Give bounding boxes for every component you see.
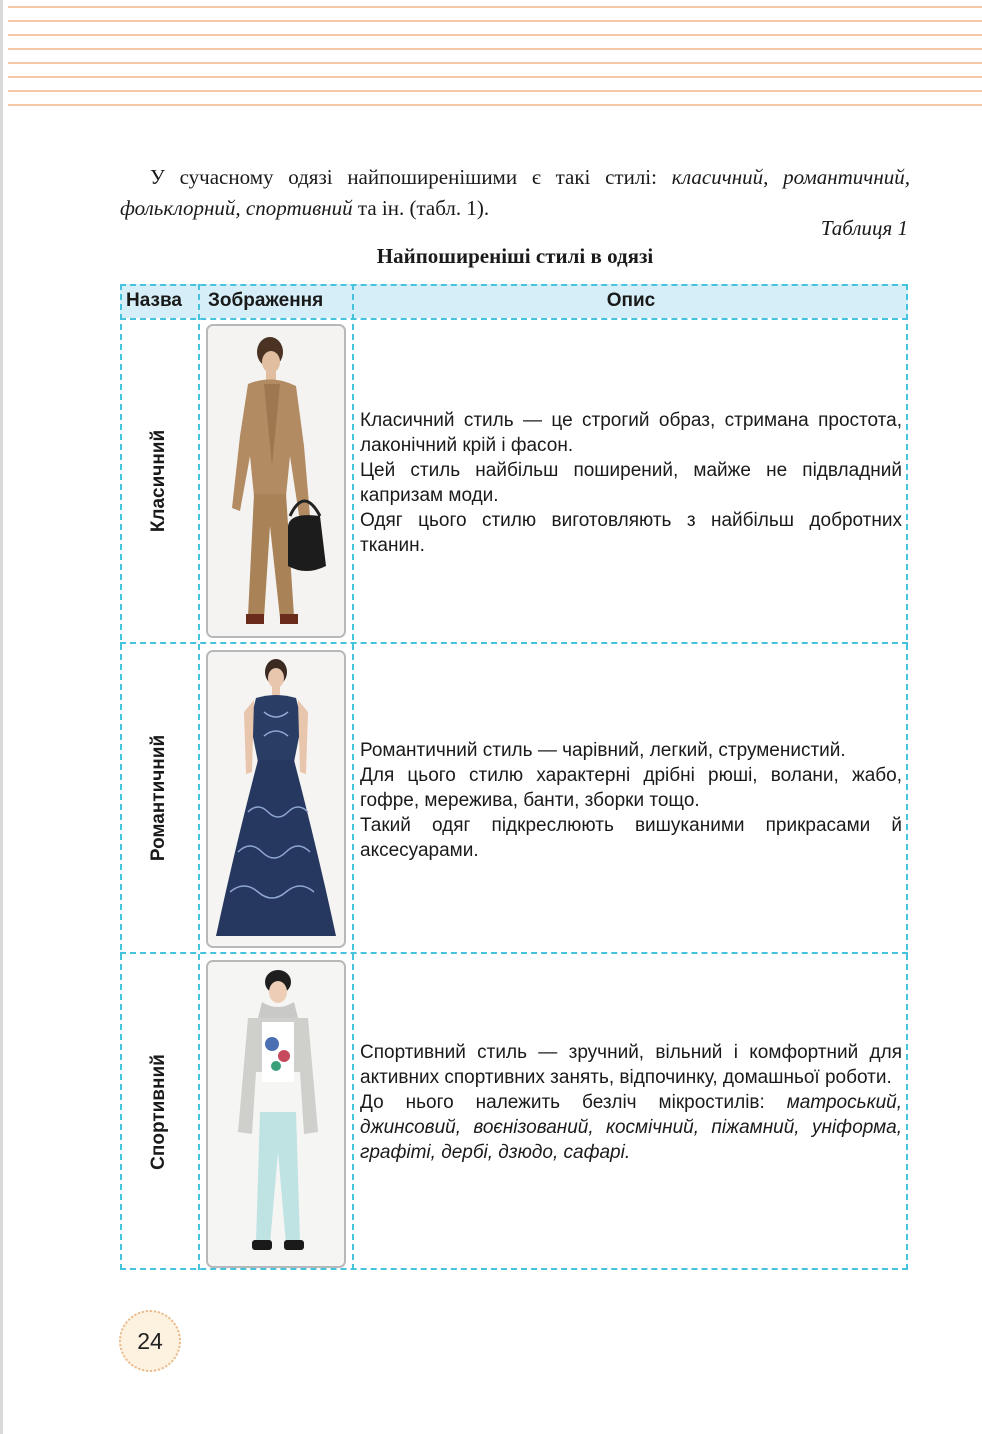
row-name: Спортивний bbox=[148, 1054, 170, 1170]
romantic-description: Романтичний стиль — чарівний, легкий, струменистий. Для цього стилю характерні дрібні рюші, волани, жабо, гофре, мережива, банти, зборки тощо. Такий одяг підкреслюють вишуканими прикрасами й аксесуарами. bbox=[360, 740, 902, 861]
table-title: Найпоширеніші стилі в одязі bbox=[376, 244, 654, 268]
page-number: 24 bbox=[119, 1310, 181, 1372]
column-header-image: Зображення bbox=[208, 290, 324, 311]
column-header-description: Опис bbox=[606, 290, 656, 311]
classic-description: Класичний стиль — це строгий образ, стримана простота, лаконічний крій і фасон. Цей стиль найбільш поширений, майже не підвладний капризам моди. Одяг цього стилю виготовляють з найбільш добротних тканин. bbox=[360, 410, 902, 556]
row-name: Романтичний bbox=[148, 734, 170, 862]
column-header-name: Назва bbox=[126, 290, 182, 311]
sport-description: Спортивний стиль — зручний, вільний і комфортний для активних спортивних занять, відпочинку, домашньої роботи. До нього належить безліч мікростилів: матроський, джинсовий, воєнізований, космічний, піжамний, уніформа, графіті, дербі, дзюдо, сафарі. bbox=[360, 1042, 902, 1163]
page-edge bbox=[0, 0, 3, 1434]
notebook-lines-decoration bbox=[8, 0, 982, 110]
intro-paragraph: У сучасному одязі найпоширенішими є такі стилі: класичний, романтичний, фольклорний, спортивний та ін. (табл. 1). bbox=[120, 165, 910, 220]
styles-table bbox=[120, 284, 908, 1270]
row-name: Класичний bbox=[148, 429, 170, 533]
microstyles-list: матроський, джинсовий, воєнізований, космічний, піжамний, уніформа, графіті, дербі, дзюдо, сафарі. bbox=[360, 1092, 902, 1163]
intro-styles-list: класичний, романтичний, фольклорний, спортивний bbox=[120, 165, 910, 220]
table-label: Таблиця 1 bbox=[820, 216, 908, 240]
classic-style-photo bbox=[206, 324, 346, 638]
romantic-style-photo bbox=[206, 650, 346, 948]
sport-style-photo bbox=[206, 960, 346, 1268]
